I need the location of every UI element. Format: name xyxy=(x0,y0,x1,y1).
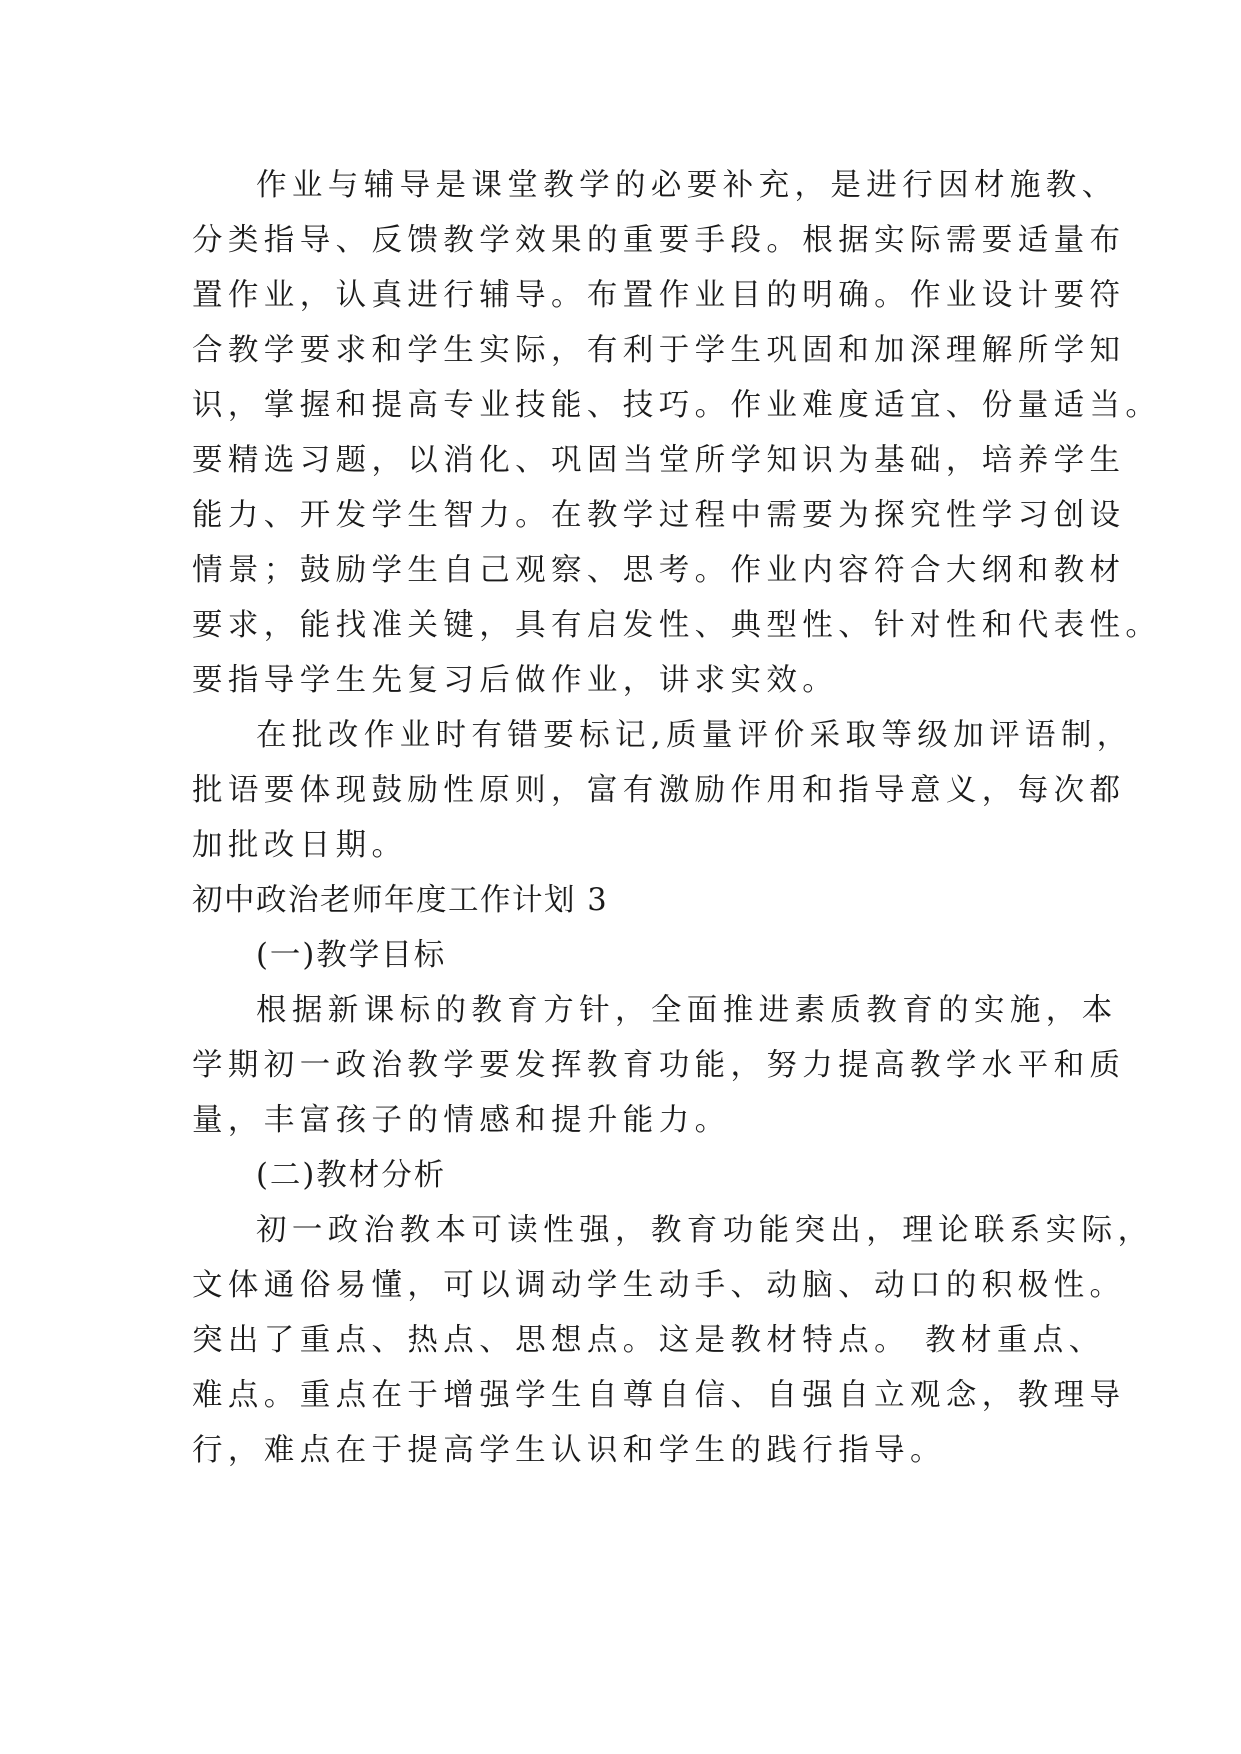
paragraph-line: 情景；鼓励学生自己观察、思考。作业内容符合大纲和教材 xyxy=(192,553,1126,588)
paragraph-line: 根据新课标的教育方针，全面推进素质教育的实施，本 xyxy=(256,993,1118,1028)
section-heading: 初中政治老师年度工作计划 3 xyxy=(192,883,609,918)
paragraph-line: 加批改日期。 xyxy=(192,828,408,863)
paragraph-line: 分类指导、反馈教学效果的重要手段。根据实际需要适量布 xyxy=(192,223,1126,258)
paragraph-line: 学期初一政治教学要发挥教育功能，努力提高教学水平和质 xyxy=(192,1048,1126,1083)
paragraph-line: 行，难点在于提高学生认识和学生的践行指导。 xyxy=(192,1433,946,1468)
paragraph-line: 要精选习题，以消化、巩固当堂所学知识为基础，培养学生 xyxy=(192,443,1126,478)
paragraph-line: 作业与辅导是课堂教学的必要补充，是进行因材施教、 xyxy=(256,168,1118,203)
paragraph-line: 文体通俗易懂，可以调动学生动手、动脑、动口的积极性。 xyxy=(192,1268,1126,1303)
paragraph-line: 在批改作业时有错要标记,质量评价采取等级加评语制， xyxy=(256,718,1133,753)
paragraph-line: 初一政治教本可读性强，教育功能突出，理论联系实际， xyxy=(256,1213,1154,1248)
paragraph-line: 置作业，认真进行辅导。布置作业目的明确。作业设计要符 xyxy=(192,278,1126,313)
paragraph-line: 能力、开发学生智力。在教学过程中需要为探究性学习创设 xyxy=(192,498,1126,533)
subheading: (二)教材分析 xyxy=(256,1158,447,1193)
subheading: (一)教学目标 xyxy=(256,938,447,973)
paragraph-line: 识，掌握和提高专业技能、技巧。作业难度适宜、份量适当。 xyxy=(192,388,1162,423)
paragraph-line: 突出了重点、热点、思想点。这是教材特点。 教材重点、 xyxy=(192,1323,1105,1358)
paragraph-line: 要求，能找准关键，具有启发性、典型性、针对性和代表性。 xyxy=(192,608,1162,643)
paragraph-line: 要指导学生先复习后做作业，讲求实效。 xyxy=(192,663,839,698)
paragraph-line: 难点。重点在于增强学生自尊自信、自强自立观念，教理导 xyxy=(192,1378,1126,1413)
paragraph-line: 批语要体现鼓励性原则，富有激励作用和指导意义，每次都 xyxy=(192,773,1126,808)
paragraph-line: 量，丰富孩子的情感和提升能力。 xyxy=(192,1103,731,1138)
paragraph-line: 合教学要求和学生实际，有利于学生巩固和加深理解所学知 xyxy=(192,333,1126,368)
